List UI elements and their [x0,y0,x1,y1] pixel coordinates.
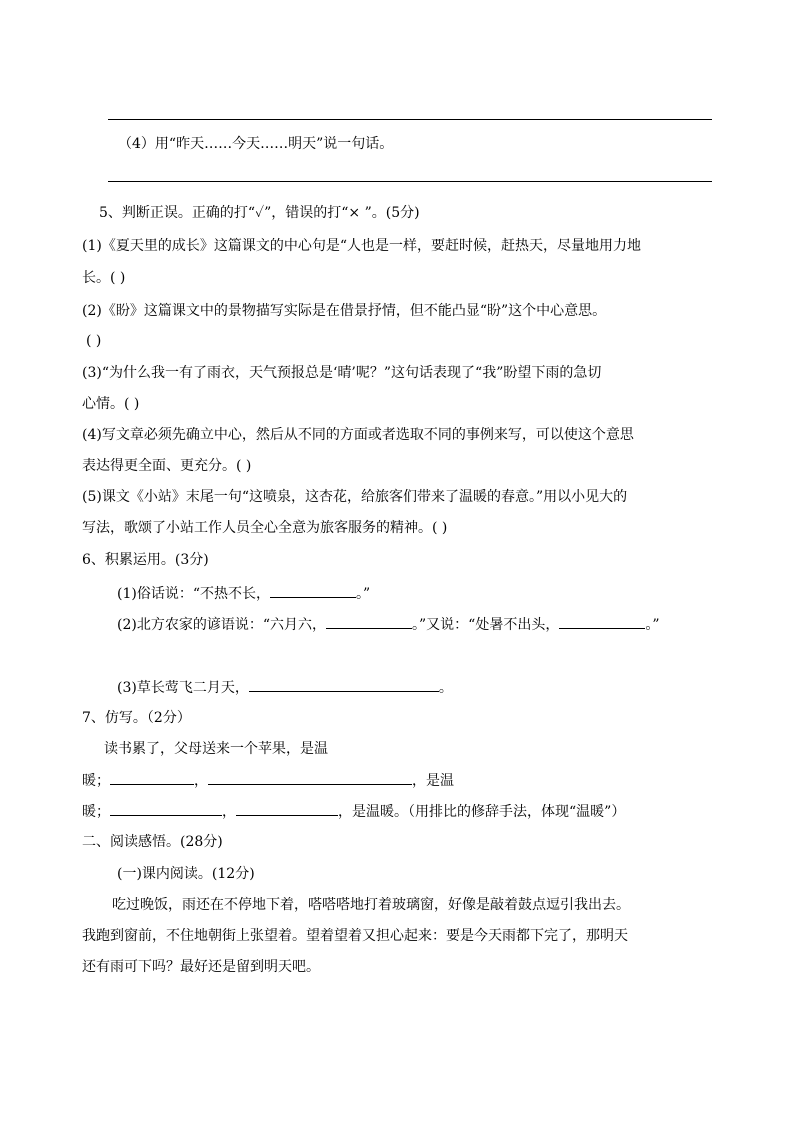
question-4-line: （4）用“昨天……今天……明天”说一句话。 [118,136,394,152]
q5-heading: 5、判断正误。正确的打“✓”，错误的打“× ”。(5分) [99,205,420,221]
fill-blank[interactable] [559,614,645,629]
q5-item-line: 表达得更全面、更充分。( ) [82,458,252,474]
subsection-1-heading: (一)课内阅读。(12分) [117,866,255,882]
q7-text: ，是温 [412,773,454,789]
answer-line-1 [108,119,712,120]
fill-blank[interactable] [249,677,439,692]
q5-item-line: ( ) [86,333,102,349]
q6-item-3 [117,677,453,698]
q5-item-line: 心情。( ) [82,396,140,412]
q7-text: 暖； [82,804,110,820]
q6-item-2-text: 。”又说：“处暑不出头， [412,617,560,633]
q5-item-line: 写法，歌颂了小站工作人员全心全意为旅客服务的精神。( ) [82,520,448,536]
q5-item-line: (4)写文章必须先确立中心，然后从不同的方面或者选取不同的事例来写，可以使这个意思 [82,427,634,443]
answer-line-2 [108,181,712,182]
fill-blank[interactable] [110,801,222,816]
q5-item-line: (3)“为什么我一有了雨衣，天气预报总是‘晴’呢？”这句话表现了“我”盼望下雨的急切 [82,365,602,381]
fill-blank[interactable] [236,801,338,816]
q6-item-2-end: 。” [645,617,660,633]
q6-item-2 [117,614,660,635]
q6-item-2-text: (2)北方农家的谚语说：“六月六， [117,617,326,633]
q7-line-3 [82,801,625,822]
fill-blank[interactable] [208,770,412,785]
q6-item-1 [117,583,370,604]
q7-line-1: 读书累了，父母送来一个苹果，是温 [104,741,328,757]
q6-item-1-text: (1)俗话说：“不热不长， [117,586,270,602]
q5-item-line: (1)《夏天里的成长》这篇课文的中心句是“人也是一样，要赶时候，赶热天，尽量地用力地 [82,238,641,254]
q7-text: ， [222,804,236,820]
passage-line: 吃过晚饭，雨还在不停地下着，嗒嗒嗒地打着玻璃窗，好像是敲着鼓点逗引我出去。 [112,897,630,913]
passage-line: 我跑到窗前，不住地朝街上张望着。望着望着又担心起来：要是今天雨都下完了，那明天 [82,928,628,944]
q7-text: ， [194,773,208,789]
q7-text: ，是温暖。（用排比的修辞手法，体现“温暖”） [338,804,626,820]
q7-line-2 [82,770,454,791]
q5-item-line: (2)《盼》这篇课文中的景物描写实际是在借景抒情，但不能凸显“盼”这个中心意思。 [82,303,607,319]
passage-line: 还有雨可下吗？最好还是留到明天吧。 [82,959,320,975]
q7-heading: 7、仿写。（2分） [82,710,191,726]
q6-item-3-text: (3)草长莺飞二月天， [117,680,249,696]
section-2-heading: 二、阅读感悟。(28分) [82,834,223,850]
q6-heading: 6、积累运用。(3分) [82,552,209,568]
fill-blank[interactable] [110,770,194,785]
fill-blank[interactable] [326,614,412,629]
q5-item-line: 长。( ) [82,270,126,286]
q6-item-1-end: 。” [356,586,371,602]
q6-item-3-end: 。 [438,680,453,696]
fill-blank[interactable] [270,583,356,598]
q7-text: 暖； [82,773,110,789]
q5-item-line: (5)课文《小站》末尾一句“这喷泉，这杏花，给旅客们带来了温暖的春意。”用以小见大的 [82,489,628,505]
